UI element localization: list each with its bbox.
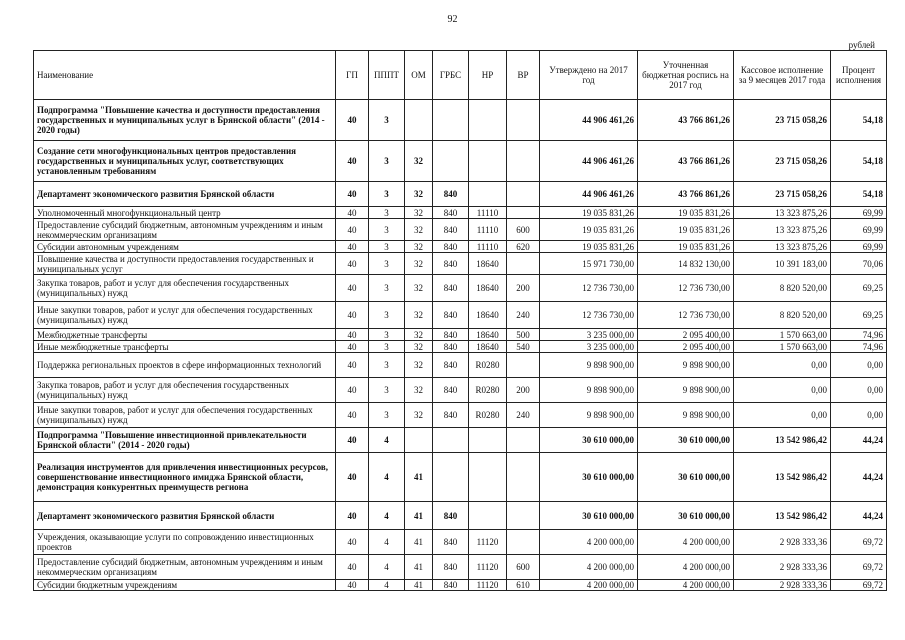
cell-grbs: 840 [433,207,469,219]
cell-name: Департамент экономического развития Брянской области [34,502,336,530]
cell-vr [507,141,540,182]
cell-nr: R0280 [469,353,507,378]
cell-pppt: 3 [369,403,405,428]
cell-refined: 19 035 831,26 [638,219,734,241]
cell-approved: 19 035 831,26 [540,219,638,241]
cell-approved: 19 035 831,26 [540,207,638,219]
cell-percent: 74,96 [831,329,887,341]
cell-gp: 40 [336,403,369,428]
cell-gp: 40 [336,329,369,341]
cell-refined: 19 035 831,26 [638,241,734,253]
cell-pppt: 3 [369,329,405,341]
cell-name: Учреждения, оказывающие услуги по сопровождению инвестиционных проектов [34,530,336,555]
cell-pppt: 4 [369,453,405,502]
cell-gp: 40 [336,253,369,275]
cell-name: Уполномоченный многофункциональный центр [34,207,336,219]
cell-approved: 44 906 461,26 [540,182,638,207]
cell-approved: 9 898 900,00 [540,378,638,403]
cell-pppt: 3 [369,182,405,207]
cell-nr [469,453,507,502]
cell-cash: 2 928 333,36 [734,530,831,555]
cell-pppt: 4 [369,580,405,591]
cell-cash: 23 715 058,26 [734,100,831,141]
cell-gp: 40 [336,141,369,182]
cell-grbs [433,428,469,453]
cell-vr: 240 [507,302,540,329]
header-pppt: ПППТ [369,51,405,100]
header-vr: ВР [507,51,540,100]
cell-vr: 600 [507,555,540,580]
cell-refined: 30 610 000,00 [638,502,734,530]
cell-cash: 13 323 875,26 [734,207,831,219]
cell-refined: 19 035 831,26 [638,207,734,219]
cell-nr: 11120 [469,530,507,555]
cell-name: Создание сети многофункциональных центров предоставления государственных и муниципальных услуг, соответствующих установленным требованиям [34,141,336,182]
cell-cash: 13 542 986,42 [734,502,831,530]
cell-grbs: 840 [433,182,469,207]
header-nr: НР [469,51,507,100]
cell-pppt: 4 [369,555,405,580]
cell-om: 32 [405,341,433,353]
cell-cash: 13 542 986,42 [734,453,831,502]
cell-name: Межбюджетные трансферты [34,329,336,341]
cell-cash: 2 928 333,36 [734,555,831,580]
cell-percent: 69,99 [831,219,887,241]
cell-nr [469,428,507,453]
header-refined: Уточненная бюджетная роспись на 2017 год [638,51,734,100]
cell-grbs: 840 [433,353,469,378]
cell-refined: 12 736 730,00 [638,302,734,329]
cell-vr [507,502,540,530]
header-om: ОМ [405,51,433,100]
cell-om: 32 [405,207,433,219]
cell-approved: 4 200 000,00 [540,555,638,580]
cell-nr: 18640 [469,253,507,275]
cell-refined: 14 832 130,00 [638,253,734,275]
table-row [34,580,887,591]
cell-nr [469,100,507,141]
cell-cash: 10 391 183,00 [734,253,831,275]
cell-nr [469,502,507,530]
cell-approved: 44 906 461,26 [540,100,638,141]
cell-gp: 40 [336,428,369,453]
cell-vr: 600 [507,219,540,241]
cell-percent: 69,25 [831,275,887,302]
cell-nr: 18640 [469,341,507,353]
header-name: Наименование [34,51,336,100]
cell-cash: 23 715 058,26 [734,141,831,182]
cell-pppt: 4 [369,428,405,453]
cell-nr: 11110 [469,241,507,253]
table-row [34,100,887,141]
table-row [34,329,887,341]
table-body [34,100,887,591]
cell-name: Реализация инструментов для привлечения инвестиционных ресурсов, совершенствование инвестиционного имиджа Брянской области, демонстрация конкурентных преимуществ региона [34,453,336,502]
cell-refined: 43 766 861,26 [638,141,734,182]
cell-name: Департамент экономического развития Брянской области [34,182,336,207]
cell-nr: 11110 [469,219,507,241]
cell-pppt: 3 [369,275,405,302]
cell-percent: 69,99 [831,207,887,219]
cell-om: 32 [405,182,433,207]
cell-vr: 240 [507,403,540,428]
cell-grbs: 840 [433,530,469,555]
cell-pppt: 3 [369,141,405,182]
cell-gp: 40 [336,275,369,302]
cell-name: Закупка товаров, работ и услуг для обеспечения государственных (муниципальных) нужд [34,275,336,302]
cell-approved: 30 610 000,00 [540,428,638,453]
cell-percent: 54,18 [831,141,887,182]
cell-cash: 0,00 [734,353,831,378]
cell-vr: 500 [507,329,540,341]
cell-refined: 4 200 000,00 [638,555,734,580]
cell-approved: 12 736 730,00 [540,302,638,329]
cell-percent: 44,24 [831,428,887,453]
cell-name: Подпрограмма "Повышение инвестиционной привлекательности Брянской области" (2014 - 2020 годы) [34,428,336,453]
cell-grbs: 840 [433,329,469,341]
cell-approved: 30 610 000,00 [540,453,638,502]
cell-grbs: 840 [433,275,469,302]
cell-cash: 13 542 986,42 [734,428,831,453]
cell-approved: 12 736 730,00 [540,275,638,302]
cell-pppt: 3 [369,353,405,378]
cell-percent: 69,72 [831,580,887,591]
cell-om: 32 [405,253,433,275]
cell-vr: 620 [507,241,540,253]
cell-om: 32 [405,241,433,253]
cell-vr: 540 [507,341,540,353]
cell-om: 32 [405,275,433,302]
cell-percent: 44,24 [831,453,887,502]
cell-vr: 610 [507,580,540,591]
cell-gp: 40 [336,453,369,502]
cell-grbs [433,453,469,502]
cell-grbs: 840 [433,219,469,241]
cell-nr: 18640 [469,329,507,341]
cell-vr [507,182,540,207]
cell-grbs [433,141,469,182]
cell-cash: 1 570 663,00 [734,329,831,341]
cell-name: Субсидии бюджетным учреждениям [34,580,336,591]
cell-gp: 40 [336,219,369,241]
cell-grbs: 840 [433,341,469,353]
cell-percent: 69,72 [831,530,887,555]
cell-nr: 11120 [469,555,507,580]
cell-approved: 9 898 900,00 [540,403,638,428]
cell-refined: 30 610 000,00 [638,453,734,502]
cell-percent: 69,72 [831,555,887,580]
cell-gp: 40 [336,378,369,403]
cell-name: Иные закупки товаров, работ и услуг для обеспечения государственных (муниципальных) нужд [34,403,336,428]
cell-gp: 40 [336,182,369,207]
cell-om: 32 [405,329,433,341]
cell-gp: 40 [336,555,369,580]
cell-om: 32 [405,378,433,403]
cell-percent: 0,00 [831,403,887,428]
cell-om: 41 [405,530,433,555]
cell-om: 32 [405,141,433,182]
cell-name: Повышение качества и доступности предоставления государственных и муниципальных услуг [34,253,336,275]
cell-approved: 9 898 900,00 [540,353,638,378]
cell-vr: 200 [507,378,540,403]
cell-om: 41 [405,580,433,591]
cell-gp: 40 [336,241,369,253]
cell-grbs: 840 [433,241,469,253]
cell-om: 32 [405,219,433,241]
cell-gp: 40 [336,341,369,353]
cell-nr: 18640 [469,302,507,329]
cell-om: 32 [405,302,433,329]
table-row [34,275,887,302]
unit-label: рублей [848,40,875,50]
cell-name: Предоставление субсидий бюджетным, автономным учреждениям и иным некоммерческим организациям [34,219,336,241]
cell-percent: 0,00 [831,353,887,378]
cell-gp: 40 [336,353,369,378]
cell-refined: 12 736 730,00 [638,275,734,302]
cell-approved: 3 235 000,00 [540,329,638,341]
cell-pppt: 3 [369,341,405,353]
cell-pppt: 3 [369,378,405,403]
cell-grbs: 840 [433,555,469,580]
budget-table [33,50,887,591]
cell-pppt: 3 [369,100,405,141]
cell-name: Закупка товаров, работ и услуг для обеспечения государственных (муниципальных) нужд [34,378,336,403]
page-number: 92 [447,14,458,25]
table-row [34,241,887,253]
table-row [34,378,887,403]
cell-vr [507,253,540,275]
table-row [34,341,887,353]
cell-refined: 4 200 000,00 [638,580,734,591]
cell-approved: 15 971 730,00 [540,253,638,275]
cell-om: 41 [405,453,433,502]
cell-percent: 44,24 [831,502,887,530]
cell-nr [469,182,507,207]
cell-pppt: 4 [369,530,405,555]
cell-gp: 40 [336,502,369,530]
cell-name: Поддержка региональных проектов в сфере информационных технологий [34,353,336,378]
table-row [34,219,887,241]
cell-om: 41 [405,555,433,580]
cell-om: 32 [405,403,433,428]
table-row [34,253,887,275]
header-approved: Утверждено на 2017 год [540,51,638,100]
cell-cash: 2 928 333,36 [734,580,831,591]
cell-vr [507,530,540,555]
table-row [34,302,887,329]
cell-vr [507,353,540,378]
cell-grbs: 840 [433,403,469,428]
cell-om [405,428,433,453]
cell-name: Подпрограмма "Повышение качества и доступности предоставления государственных и муниципальных услуг в Брянской области" (2014 - 2020 годы) [34,100,336,141]
cell-nr: R0280 [469,378,507,403]
cell-refined: 2 095 400,00 [638,341,734,353]
cell-refined: 9 898 900,00 [638,403,734,428]
cell-refined: 9 898 900,00 [638,378,734,403]
cell-approved: 19 035 831,26 [540,241,638,253]
table-row [34,403,887,428]
cell-approved: 44 906 461,26 [540,141,638,182]
cell-grbs: 840 [433,502,469,530]
cell-grbs: 840 [433,253,469,275]
cell-cash: 13 323 875,26 [734,241,831,253]
header-percent: Процент исполнения [831,51,887,100]
cell-pppt: 3 [369,219,405,241]
cell-cash: 0,00 [734,403,831,428]
cell-nr: 11110 [469,207,507,219]
cell-percent: 69,99 [831,241,887,253]
table-row [34,453,887,502]
cell-name: Предоставление субсидий бюджетным, автономным учреждениям и иным некоммерческим организациям [34,555,336,580]
cell-percent: 74,96 [831,341,887,353]
cell-pppt: 3 [369,207,405,219]
cell-name: Субсидии автономным учреждениям [34,241,336,253]
cell-name: Иные закупки товаров, работ и услуг для обеспечения государственных (муниципальных) нужд [34,302,336,329]
cell-gp: 40 [336,207,369,219]
cell-cash: 8 820 520,00 [734,302,831,329]
cell-grbs: 840 [433,302,469,329]
table-row [34,530,887,555]
cell-percent: 0,00 [831,378,887,403]
cell-pppt: 4 [369,502,405,530]
cell-grbs: 840 [433,580,469,591]
cell-gp: 40 [336,580,369,591]
table-row [34,428,887,453]
cell-cash: 8 820 520,00 [734,275,831,302]
cell-percent: 69,25 [831,302,887,329]
cell-approved: 4 200 000,00 [540,530,638,555]
cell-gp: 40 [336,100,369,141]
cell-nr: 18640 [469,275,507,302]
cell-vr [507,207,540,219]
cell-refined: 4 200 000,00 [638,530,734,555]
cell-pppt: 3 [369,253,405,275]
cell-vr [507,100,540,141]
cell-grbs: 840 [433,378,469,403]
cell-refined: 43 766 861,26 [638,182,734,207]
cell-vr [507,428,540,453]
cell-percent: 70,06 [831,253,887,275]
cell-gp: 40 [336,302,369,329]
table-header-row [34,51,887,100]
cell-nr: R0280 [469,403,507,428]
header-cash: Кассовое исполнение за 9 месяцев 2017 года [734,51,831,100]
table-row [34,182,887,207]
cell-vr: 200 [507,275,540,302]
cell-pppt: 3 [369,241,405,253]
cell-nr [469,141,507,182]
cell-refined: 2 095 400,00 [638,329,734,341]
table-row [34,502,887,530]
header-grbs: ГРБС [433,51,469,100]
cell-nr: 11120 [469,580,507,591]
cell-cash: 13 323 875,26 [734,219,831,241]
table-row [34,207,887,219]
cell-approved: 3 235 000,00 [540,341,638,353]
cell-refined: 43 766 861,26 [638,100,734,141]
cell-gp: 40 [336,530,369,555]
cell-refined: 9 898 900,00 [638,353,734,378]
cell-refined: 30 610 000,00 [638,428,734,453]
cell-approved: 4 200 000,00 [540,580,638,591]
cell-percent: 54,18 [831,182,887,207]
table-row [34,353,887,378]
cell-om: 32 [405,353,433,378]
cell-cash: 1 570 663,00 [734,341,831,353]
header-gp: ГП [336,51,369,100]
cell-cash: 23 715 058,26 [734,182,831,207]
cell-percent: 54,18 [831,100,887,141]
cell-om: 41 [405,502,433,530]
cell-grbs [433,100,469,141]
cell-om [405,100,433,141]
cell-name: Иные межбюджетные трансферты [34,341,336,353]
table-row [34,555,887,580]
cell-vr [507,453,540,502]
table-row [34,141,887,182]
cell-pppt: 3 [369,302,405,329]
cell-cash: 0,00 [734,378,831,403]
cell-approved: 30 610 000,00 [540,502,638,530]
